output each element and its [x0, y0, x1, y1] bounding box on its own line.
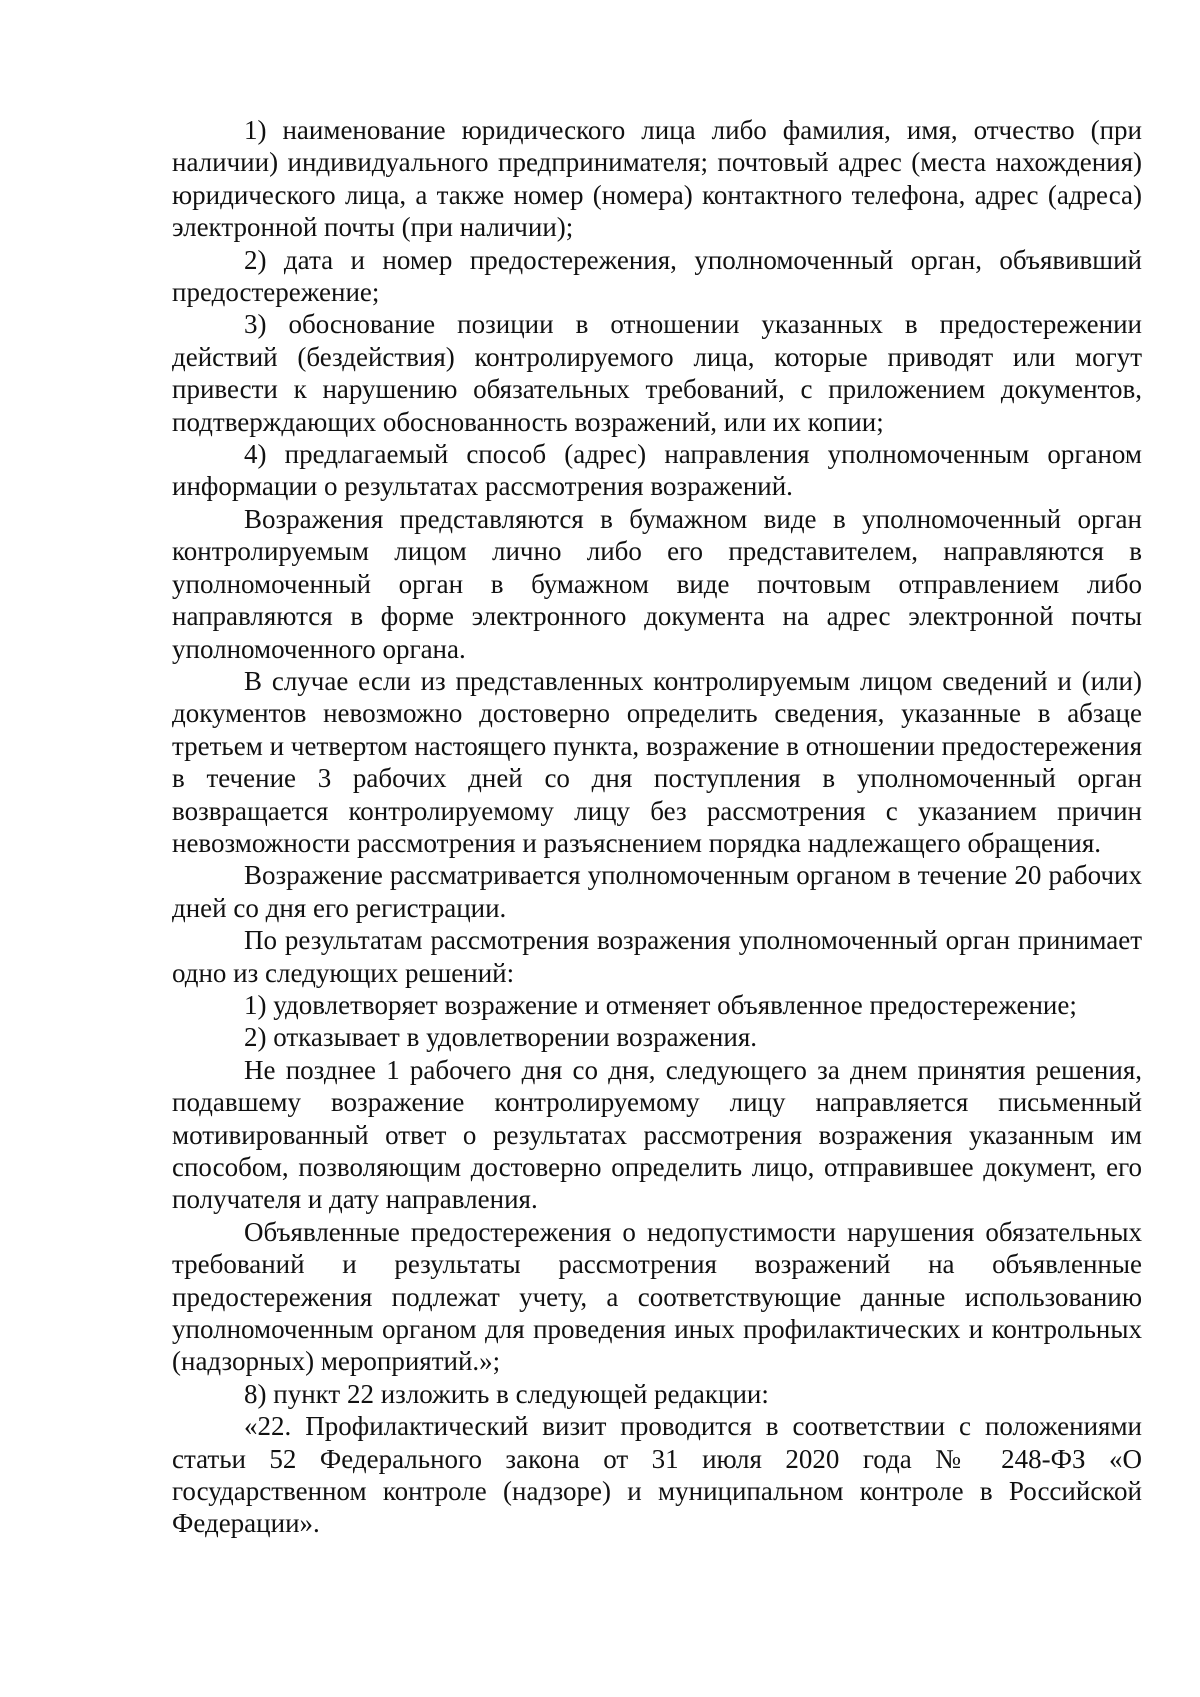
paragraph-warnings-accounting: Объявленные предостережения о недопустимости нарушения обязательных требований и результаты рассмотрения возражений на объявленные предостережения подлежат учету, а соответствующие данные использованию уполномоченным органом для проведения иных профилактических и контрольных (надзорных) мероприятий.»; — [172, 1216, 1142, 1377]
paragraph-item-1-applicant-details: 1) наименование юридического лица либо фамилия, имя, отчество (при наличии) индивидуального предпринимателя; почтовый адрес (места нахождения) юридического лица, а также номер (номера) контактного телефона, адрес (адреса) электронной почты (при наличии); — [172, 115, 1142, 243]
paragraph-decision-1: 1) удовлетворяет возражение и отменяет объявленное предостережение; — [244, 989, 1077, 1020]
paragraph-response-deadline: Не позднее 1 рабочего дня со дня, следующего за днем принятия решения, подавшему возражение контролируемому лицу направляется письменный мотивированный ответ о результатах рассмотрения возражения указанным им способом, позволяющим достоверно определить лицо, отправившее документ, его получателя и дату направления. — [172, 1054, 1142, 1215]
paragraph-clause-22: «22. Профилактический визит проводится в соответствии с положениями статьи 52 Федерального закона от 31 июля 2020 года № 248-ФЗ «О государственном контроле (надзоре) и муниципальном контроле в Российской Федерации». — [172, 1411, 1142, 1539]
paragraph-objection-return: В случае если из представленных контролируемым лицом сведений и (или) документов невозможно достоверно определить сведения, указанные в абзаце третьем и четвертом настоящего пункта, возражение в отношении предостережения в течение 3 рабочих дней со дня поступления в уполномоченный орган возвращается контролируемому лицу без рассмотрения с указанием причин невозможности рассмотрения и разъяснением порядка надлежащего обращения. — [172, 665, 1142, 858]
paragraph-item-2-warning-date: 2) дата и номер предостережения, уполномоченный орган, объявивший предостережение; — [172, 244, 1142, 308]
paragraph-decision-options: По результатам рассмотрения возражения уполномоченный орган принимает одно из следующих решений: — [172, 925, 1142, 988]
paragraph-item-3-justification: 3) обоснование позиции в отношении указанных в предостережении действий (бездействия) контролируемого лица, которые приводят или могут привести к нарушению обязательных требований, с приложением документов, подтверждающих обоснованность возражений, или их копии; — [172, 309, 1142, 437]
paragraph-amendment-8: 8) пункт 22 изложить в следующей редакции: — [244, 1378, 769, 1409]
document-text — [172, 114, 1142, 1540]
paragraph-decision-2: 2) отказывает в удовлетворении возражения. — [244, 1022, 757, 1053]
paragraph-review-period: Возражение рассматривается уполномоченным органом в течение 20 рабочих дней со дня его регистрации. — [172, 860, 1142, 923]
paragraph-objection-submission: Возражения представляются в бумажном виде в уполномоченный орган контролируемым лицом лично либо его представителем, направляются в уполномоченный орган в бумажном виде почтовым отправлением либо направляются в форме электронного документа на адрес электронной почты уполномоченного органа. — [172, 503, 1142, 664]
paragraph-item-4-response-method: 4) предлагаемый способ (адрес) направления уполномоченным органом информации о результатах рассмотрения возражений. — [172, 439, 1142, 502]
